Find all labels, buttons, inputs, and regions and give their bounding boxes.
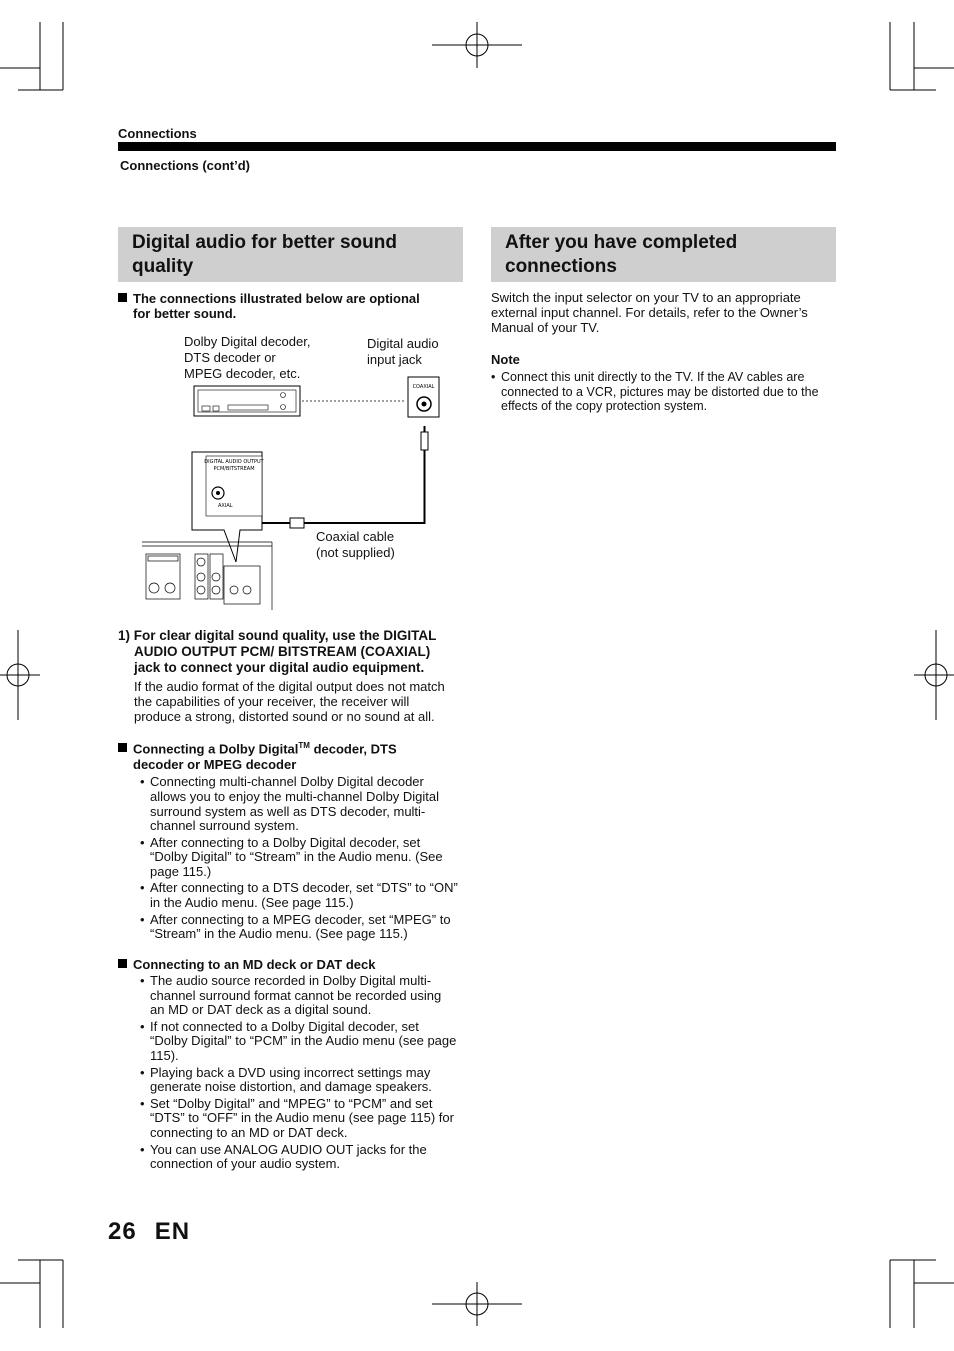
cable-label: Coaxial cable (not supplied) bbox=[316, 529, 395, 560]
step-1-line3: jack to connect your digital audio equipment. bbox=[134, 660, 425, 675]
trademark-mark: TM bbox=[298, 741, 310, 750]
decoder-label: Dolby Digital decoder, DTS decoder or MPEG decoder, etc. bbox=[184, 334, 311, 381]
diagram-drawing bbox=[140, 330, 470, 615]
right-title-line1: After you have completed bbox=[505, 232, 738, 253]
decoder-unit-icon bbox=[194, 386, 300, 416]
left-title-line1: Digital audio for better sound bbox=[132, 232, 397, 253]
panel-label-3: AXIAL bbox=[218, 503, 233, 509]
right-title-box bbox=[491, 227, 836, 282]
md-heading: Connecting to an MD deck or DAT deck bbox=[133, 957, 376, 972]
square-bullet-icon bbox=[118, 293, 127, 302]
list-item: • After connecting to a MPEG decoder, set “MPEG” to “Stream” in the Audio menu. (See page 115.) bbox=[140, 913, 458, 942]
coaxial-input-jack-icon bbox=[408, 377, 439, 417]
square-bullet-icon bbox=[118, 959, 127, 968]
list-item: • The audio source recorded in Dolby Digital multi-channel surround format cannot be recorded using an MD or DAT deck as a digital sound. bbox=[140, 974, 458, 1018]
list-item: • After connecting to a Dolby Digital decoder, set “Dolby Digital” to “Stream” in the Audio menu. (See page 115.) bbox=[140, 836, 458, 880]
left-title-box bbox=[118, 227, 463, 282]
list-item: • If not connected to a Dolby Digital decoder, set “Dolby Digital” to “PCM” in the Audio menu (see page 115). bbox=[140, 1020, 458, 1064]
left-title-line2: quality bbox=[132, 256, 194, 277]
list-item: • After connecting to a DTS decoder, set “DTS” to “ON” in the Audio menu. (See page 115.) bbox=[140, 881, 458, 910]
intro-line1: The connections illustrated below are optional bbox=[133, 291, 420, 306]
list-item: • Connecting multi-channel Dolby Digital decoder allows you to enjoy the multi-channel Dolby Digital surround system as well as DTS decoder, multi-channel surround system. bbox=[140, 775, 458, 833]
step-1 bbox=[118, 628, 468, 724]
subsection-heading: Connections (cont’d) bbox=[120, 158, 250, 173]
coaxial-tag: COAXIAL bbox=[412, 384, 435, 390]
dolby-heading-b: decoder, DTS bbox=[309, 741, 397, 757]
header-rule bbox=[118, 142, 836, 151]
step-1-line2: AUDIO OUTPUT PCM/ BITSTREAM (COAXIAL) bbox=[134, 644, 431, 659]
dolby-heading-c: decoder or MPEG decoder bbox=[133, 757, 297, 773]
dolby-bullet-list bbox=[140, 775, 458, 942]
dolby-heading-a: Connecting a Dolby Digital bbox=[133, 741, 299, 757]
md-bullet-list bbox=[140, 974, 458, 1172]
list-item: • Set “Dolby Digital” and “MPEG” to “PCM” and set “DTS” to “OFF” in the Audio menu (see page 115) for connecting to an MD or DAT deck. bbox=[140, 1097, 458, 1141]
intro-line2: for better sound. bbox=[133, 306, 237, 321]
list-item: • Connect this unit directly to the TV. If the AV cables are connected to a VCR, pictures may be distorted due to the effects of the copy protection system. bbox=[491, 370, 836, 414]
step-1-line1: For clear digital sound quality, use the DIGITAL bbox=[133, 628, 437, 643]
page-number bbox=[108, 1218, 190, 1246]
right-title-line2: connections bbox=[505, 256, 617, 277]
section-heading: Connections bbox=[118, 126, 197, 141]
note-bullet-list bbox=[491, 370, 836, 416]
panel-label-2: PCM/BITSTREAM bbox=[213, 466, 255, 472]
md-section bbox=[118, 957, 468, 1174]
intro-note bbox=[118, 291, 468, 321]
connection-diagram bbox=[140, 330, 470, 615]
list-item: • Playing back a DVD using incorrect settings may generate noise distortion, and damage speakers. bbox=[140, 1066, 458, 1095]
dolby-section bbox=[118, 738, 468, 944]
square-bullet-icon bbox=[118, 743, 127, 752]
note-heading: Note bbox=[491, 352, 520, 367]
panel-label-1: DIGITAL AUDIO OUTPUT bbox=[204, 459, 264, 465]
rear-panel-icon bbox=[142, 542, 272, 610]
language-code: EN bbox=[154, 1218, 191, 1245]
jack-label: Digital audio input jack bbox=[367, 336, 439, 367]
right-body: Switch the input selector on your TV to an appropriate external input channel. For details, refer to the Owner’s Manual of your TV. bbox=[491, 290, 808, 335]
step-1-number: 1) bbox=[118, 628, 131, 643]
step-1-body: If the audio format of the digital output does not match the capabilities of your receiver, the receiver will produce a strong, distorted sound or no sound at all. bbox=[134, 679, 445, 724]
page-number-value: 26 bbox=[108, 1218, 137, 1245]
list-item: • You can use ANALOG AUDIO OUT jacks for the connection of your audio system. bbox=[140, 1143, 458, 1172]
